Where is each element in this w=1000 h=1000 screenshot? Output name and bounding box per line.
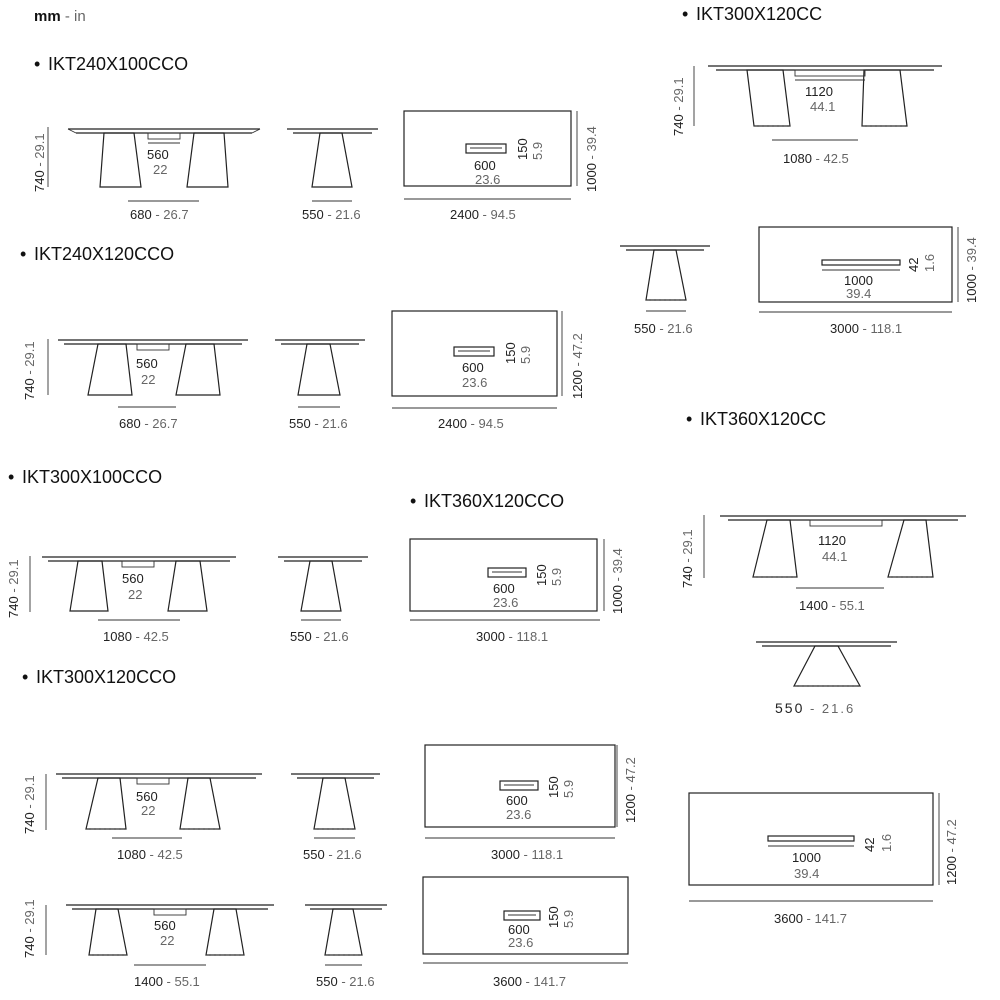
length-dim-label: 2400 - 94.5 bbox=[450, 207, 516, 222]
connector-length-label-in: 39.4 bbox=[846, 286, 872, 301]
connector-dim-label-in: 22 bbox=[141, 372, 156, 387]
connector-width-label-in: 1.6 bbox=[922, 253, 937, 272]
connector-dim-label: 560 bbox=[122, 571, 144, 586]
connector-width-label: 42 bbox=[862, 837, 877, 852]
model-title-ikt360x120cco bbox=[410, 491, 564, 511]
height-dim-label: 740 - 29.1 bbox=[6, 559, 21, 618]
model-title-ikt300x100cco bbox=[8, 467, 162, 487]
connector-dim-label-in: 22 bbox=[128, 587, 143, 602]
end-elevation-view bbox=[287, 129, 378, 187]
bullet-icon: • bbox=[20, 244, 27, 264]
connector-length-label: 1000 bbox=[792, 850, 821, 865]
model-title-label: IKT240X100CCO bbox=[48, 54, 189, 74]
connector-dim-label: 1120 bbox=[805, 84, 833, 99]
model-title-label: IKT300X120CC bbox=[696, 4, 823, 24]
model-title-ikt300x120cco bbox=[22, 667, 176, 687]
length-dim-label: 3600 - 141.7 bbox=[774, 911, 848, 926]
connector-length-label: 600 bbox=[506, 793, 528, 808]
connector-width-label-in: 5.9 bbox=[561, 909, 576, 928]
depth-dim-label: 1000 - 39.4 bbox=[584, 126, 599, 192]
end-elevation-view bbox=[305, 905, 387, 955]
end-elevation-view bbox=[291, 774, 380, 829]
height-dim-label: 740 - 29.1 bbox=[22, 341, 37, 400]
connector-length-label-in: 39.4 bbox=[794, 866, 820, 881]
connector-length-label: 600 bbox=[474, 158, 496, 173]
height-dim-label: 740 - 29.1 bbox=[22, 899, 37, 958]
connector-length-label: 600 bbox=[462, 360, 484, 375]
depth-dim-label: 550 - 21.6 bbox=[303, 847, 362, 862]
connector-dim-label: 560 bbox=[147, 147, 169, 162]
connector-width-label: 150 bbox=[534, 564, 549, 586]
model-title-ikt240x100cco bbox=[20, 244, 174, 264]
end-elevation-view bbox=[275, 340, 365, 395]
width-dim-label: 1080 - 42.5 bbox=[117, 847, 183, 862]
connector-dim-label-in: 44.1 bbox=[822, 549, 848, 564]
connector-dim-label-in: 22 bbox=[141, 803, 156, 818]
connector-width-label-in: 5.9 bbox=[530, 141, 545, 160]
depth-dim-label: 1200 - 47.2 bbox=[944, 819, 959, 885]
model-title-label: IKT360X120CCO bbox=[424, 491, 565, 511]
connector-width-label-in: 1.6 bbox=[879, 833, 894, 852]
end-elevation-view bbox=[620, 246, 710, 300]
model-title-ikt360x120cc bbox=[686, 409, 826, 429]
bullet-icon: • bbox=[8, 467, 15, 487]
depth-dim-label: 550 - 21.6 bbox=[316, 974, 375, 989]
connector-width-label-in: 5.9 bbox=[561, 779, 576, 798]
connector-length-label: 600 bbox=[493, 581, 515, 596]
model-title-label: IKT300X100CCO bbox=[22, 467, 163, 487]
connector-length-label-in: 23.6 bbox=[493, 595, 519, 610]
connector-length-label-in: 23.6 bbox=[506, 807, 532, 822]
connector-length-label-in: 23.6 bbox=[475, 172, 501, 187]
connector-width-label: 150 bbox=[546, 776, 561, 798]
depth-dim-label: 1200 - 47.2 bbox=[570, 333, 585, 399]
width-dim-label: 1080 - 42.5 bbox=[783, 151, 849, 166]
height-dim-label: 740 - 29.1 bbox=[22, 775, 37, 834]
length-dim-label: 3000 - 118.1 bbox=[491, 847, 564, 862]
connector-width-label: 150 bbox=[515, 138, 530, 160]
width-dim-label: 1400 - 55.1 bbox=[134, 974, 200, 989]
depth-dim-label: 550 - 21.6 bbox=[634, 321, 693, 336]
connector-width-label-in: 5.9 bbox=[549, 567, 564, 586]
model-title-label: IKT240X120CCO bbox=[34, 244, 175, 264]
depth-dim-label: 1000 - 39.4 bbox=[610, 548, 625, 614]
width-dim-label: 1080 - 42.5 bbox=[103, 629, 169, 644]
depth-dim-label: 550 - 21.6 bbox=[290, 629, 349, 644]
connector-dim-label-in: 22 bbox=[153, 162, 168, 177]
side-elevation-view bbox=[56, 774, 262, 829]
connector-length-label-in: 23.6 bbox=[508, 935, 534, 950]
bullet-icon: • bbox=[34, 54, 41, 74]
depth-dim-label: 550 - 21.6 bbox=[289, 416, 348, 431]
bullet-icon: • bbox=[410, 491, 417, 511]
width-dim-label: 680 - 26.7 bbox=[119, 416, 178, 431]
width-dim-label: 1400 - 55.1 bbox=[799, 598, 865, 613]
depth-dim-label: 1200 - 47.2 bbox=[623, 757, 638, 823]
width-dim-label: 680 - 26.7 bbox=[130, 207, 189, 222]
depth-dim-label: 1000 - 39.4 bbox=[964, 237, 979, 303]
depth-dim-label: 550 - 21.6 bbox=[775, 700, 856, 716]
connector-width-label: 42 bbox=[906, 257, 921, 272]
height-dim-label: 740 - 29.1 bbox=[671, 77, 686, 136]
length-dim-label: 3600 - 141.7 bbox=[493, 974, 567, 989]
connector-width-label-in: 5.9 bbox=[518, 345, 533, 364]
connector-dim-label: 560 bbox=[136, 356, 158, 371]
connector-length-label: 1000 bbox=[844, 273, 873, 288]
model-title-label: IKT300X120CCO bbox=[36, 667, 177, 687]
units-header: mm - in bbox=[34, 8, 86, 25]
length-dim-label: 3000 - 118.1 bbox=[830, 321, 903, 336]
model-title-label: IKT360X120CC bbox=[700, 409, 827, 429]
bullet-icon: • bbox=[686, 409, 693, 429]
height-dim-label: 740 - 29.1 bbox=[32, 133, 47, 192]
bullet-icon: • bbox=[22, 667, 29, 687]
connector-dim-label-in: 22 bbox=[160, 933, 175, 948]
connector-dim-label: 1120 bbox=[818, 533, 846, 548]
length-dim-label: 2400 - 94.5 bbox=[438, 416, 504, 431]
depth-dim-label: 550 - 21.6 bbox=[302, 207, 361, 222]
connector-width-label: 150 bbox=[503, 342, 518, 364]
bullet-icon: • bbox=[682, 4, 689, 24]
connector-length-label-in: 23.6 bbox=[462, 375, 488, 390]
connector-dim-label: 560 bbox=[154, 918, 176, 933]
connector-length-label: 600 bbox=[508, 922, 530, 937]
end-elevation-view bbox=[278, 557, 368, 611]
connector-dim-label: 560 bbox=[136, 789, 158, 804]
end-elevation-view bbox=[756, 642, 897, 686]
model-title-ikt240x100cco bbox=[34, 54, 188, 74]
model-title-ikt300x120cc bbox=[682, 4, 822, 24]
connector-dim-label-in: 44.1 bbox=[810, 99, 836, 114]
height-dim-label: 740 - 29.1 bbox=[680, 529, 695, 588]
connector-width-label: 150 bbox=[546, 906, 561, 928]
length-dim-label: 3000 - 118.1 bbox=[476, 629, 549, 644]
